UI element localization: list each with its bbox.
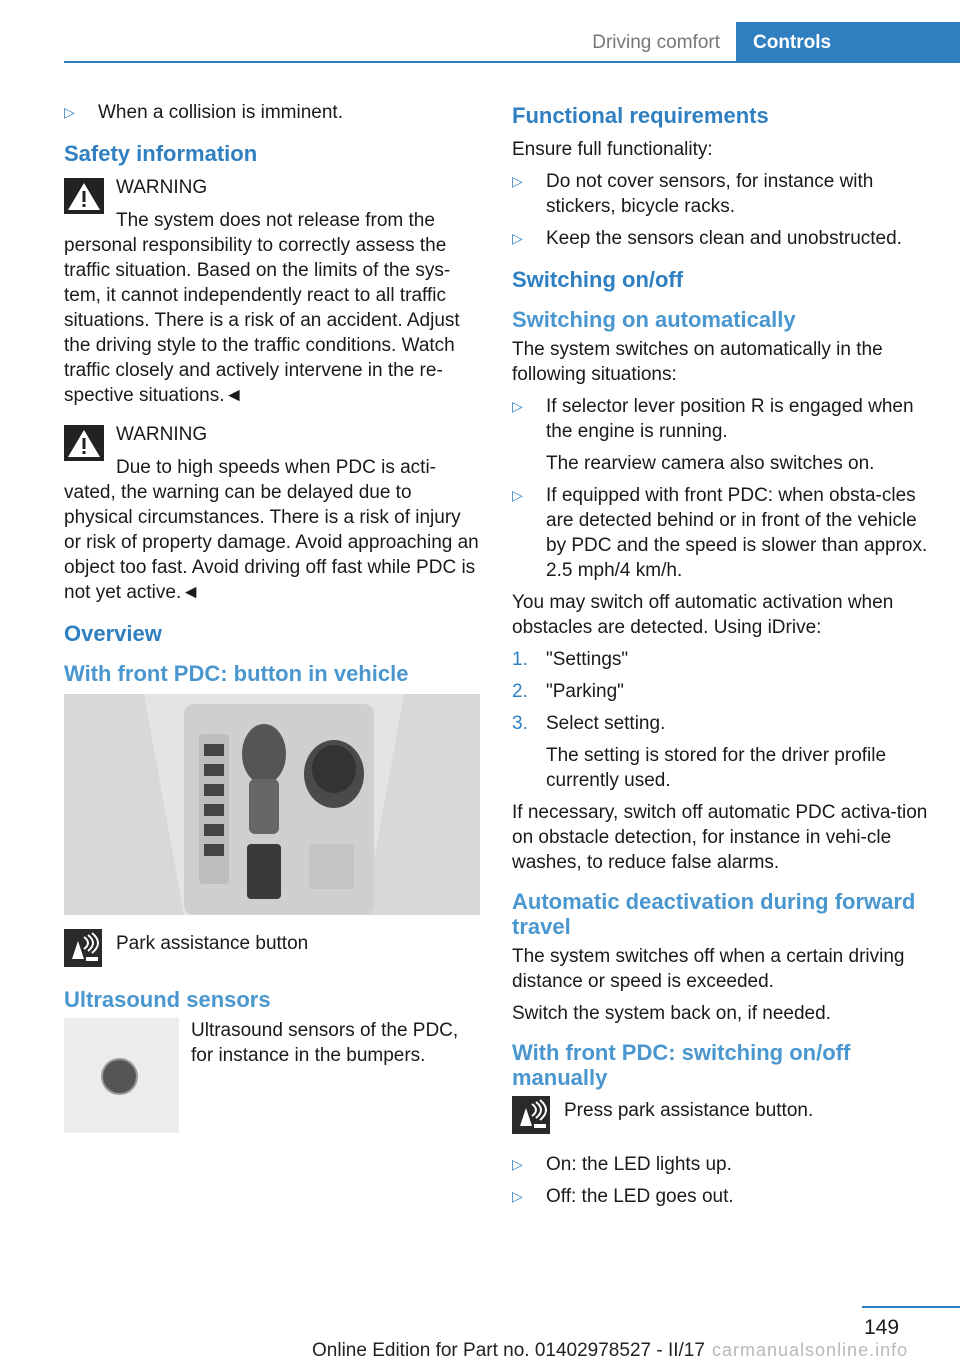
left-column	[64, 100, 480, 1133]
ultrasound-heading: Ultrasound sensors	[64, 987, 271, 1012]
list-item: ▷ On: the LED lights up.	[512, 1154, 732, 1175]
sensor-image	[64, 1018, 179, 1133]
list-item: ▷ If selector lever position R is engaged when the engine is running. The rearview camera also switches on.	[512, 396, 914, 474]
list-item: ▷ If equipped with front PDC: when obsta-cles are detected behind or in front of the vehicle by PDC and the speed is slower than approx. 2.5 mph/4 km/h.	[512, 485, 928, 581]
paragraph: If necessary, switch off automatic PDC activa-tion on obstacle detection, for instance in vehi-cle washes, to reduce false alarms.	[512, 802, 928, 873]
park-assistance-row	[64, 931, 480, 969]
watermark: carmanualsonline.info	[712, 1340, 909, 1360]
warning-text: Due to high speeds when PDC is acti-vated, the warning can be delayed due to physical circumstances. There is a risk of injury or risk of property damage. Avoid approaching an object too fast. Avoid driving off fast while PDC is not yet active.◄	[64, 457, 479, 603]
triangle-bullet-icon: ▷	[64, 104, 75, 120]
paragraph: Switch the system back on, if needed.	[512, 1003, 831, 1024]
list-item: ▷ Keep the sensors clean and unobstructed.	[512, 228, 902, 249]
park-assistance-row	[512, 1098, 928, 1136]
list-item: ▷ When a collision is imminent.	[64, 102, 343, 123]
triangle-bullet-icon: ▷	[512, 1156, 523, 1172]
paragraph: The system switches on automatically in the following situations:	[512, 339, 883, 385]
paragraph: You may switch off automatic activation when obstacles are detected. Using iDrive:	[512, 592, 894, 638]
manual-heading: With front PDC: switching on/off manually	[512, 1040, 851, 1090]
list-item: 1. "Settings"	[512, 649, 629, 670]
triangle-bullet-icon: ▷	[512, 398, 523, 414]
list-item: 3. Select setting. The setting is stored for the driver profile currently used.	[512, 713, 887, 791]
footer-edition: Online Edition for Part no. 01402978527 - II/17	[312, 1340, 705, 1361]
center-console-image	[64, 694, 480, 915]
overview-heading: Overview	[64, 621, 162, 646]
warning-icon	[64, 425, 104, 461]
ultrasound-text: Ultrasound sensors of the PDC, for instance in the bumpers.	[191, 1020, 459, 1066]
page-number: 149	[864, 1316, 900, 1339]
header-tab-controls: Controls	[736, 22, 960, 62]
triangle-bullet-icon: ▷	[512, 487, 523, 503]
safety-heading: Safety information	[64, 141, 258, 166]
warning-title: WARNING	[116, 177, 208, 198]
footer-divider	[862, 1306, 960, 1308]
triangle-bullet-icon: ▷	[512, 173, 523, 189]
list-item: ▷ Do not cover sensors, for instance with stickers, bicycle racks.	[512, 171, 874, 217]
park-assistance-icon	[64, 929, 102, 967]
functional-heading: Functional requirements	[512, 103, 769, 128]
front-pdc-heading: With front PDC: button in vehicle	[64, 661, 409, 686]
header-divider	[64, 61, 960, 63]
deactivation-heading: Automatic deactivation during forward travel	[512, 889, 916, 939]
press-button-text: Press park assistance button.	[564, 1100, 814, 1121]
right-column	[512, 100, 928, 1216]
warning-text: The system does not release from the personal responsibility to correctly assess the traffic situation. Based on the limits of the sys-tem, it cannot independently react to all traffic situations. There is a risk of an accident. Adjust the driving style to the traffic conditions. Watch traffic closely and actively intervene in the re-spective situations.◄	[64, 210, 460, 406]
header-section-title: Driving comfort	[592, 32, 720, 53]
paragraph: Ensure full functionality:	[512, 139, 713, 160]
warning-title: WARNING	[116, 424, 208, 445]
park-assistance-label: Park assistance button	[116, 933, 309, 954]
list-item: 2. "Parking"	[512, 681, 624, 702]
switching-heading: Switching on/off	[512, 267, 684, 292]
park-assistance-icon	[512, 1096, 550, 1134]
ultrasound-row	[64, 1018, 480, 1133]
warning-icon	[64, 178, 104, 214]
list-item: ▷ Off: the LED goes out.	[512, 1186, 734, 1207]
sensor-dot-icon	[103, 1060, 136, 1093]
auto-on-heading: Switching on automatically	[512, 307, 796, 332]
triangle-bullet-icon: ▷	[512, 230, 523, 246]
warning-block	[64, 175, 480, 408]
triangle-bullet-icon: ▷	[512, 1188, 523, 1204]
warning-block	[64, 422, 480, 605]
paragraph: The system switches off when a certain driving distance or speed is exceeded.	[512, 946, 905, 992]
